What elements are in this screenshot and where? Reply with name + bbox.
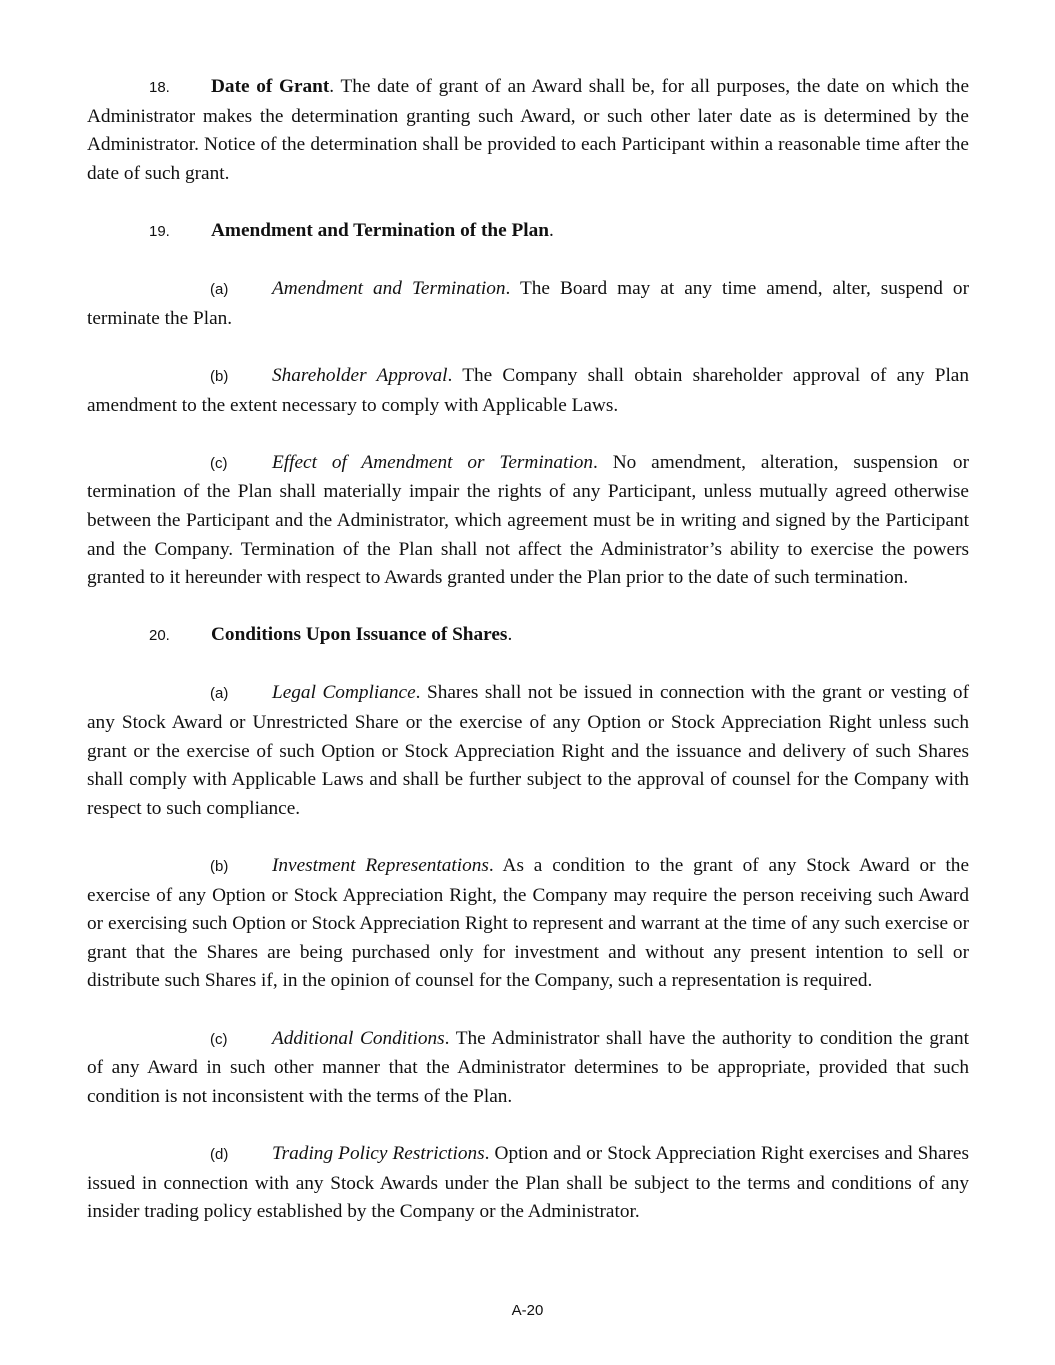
section-19-heading	[87, 217, 969, 247]
subsection-title: Effect of Amendment or Termination	[272, 451, 593, 473]
subsection-label: (c)	[210, 454, 228, 472]
subsection-label: (a)	[210, 685, 229, 703]
section-number: 18.	[149, 79, 170, 96]
subsection-title: Trading Policy Restrictions	[272, 1142, 485, 1164]
subsection-text: . The Board may at any time amend, alter, suspend or terminate the Plan.	[87, 278, 969, 329]
heading-period: .	[549, 219, 554, 241]
subsection-label: (a)	[210, 281, 229, 299]
subsection-text: . As a condition to the grant of any Stock Award or the exercise of any Option or Stock Appreciation Right, the Company may require the person receiving such Award or exercising such Option or Stock Appreciation Right to represent and warrant at the time of any such exercise or grant that the Shares are being purchased only for investment and without any present intention to sell or distribute such Shares if, in the opinion of counsel for the Company, such a representation is required.	[87, 855, 969, 992]
section-number: 19.	[149, 222, 170, 240]
section-20-d	[87, 1140, 969, 1227]
subsection-label: (c)	[210, 1030, 228, 1048]
document-page	[87, 73, 969, 1255]
subsection-text: . No amendment, alteration, suspension or termination of the Plan shall materially impair the rights of any Participant, unless mutually agreed otherwise between the Participant and the Administrator, which agreement must be in writing and signed by the Participant and the Company. Termination of the Plan shall not affect the Administrator’s ability to exercise the powers granted to it hereunder with respect to Awards granted under the Plan prior to the date of such termination.	[87, 451, 969, 589]
subsection-title: Legal Compliance	[272, 682, 416, 704]
section-19-a	[87, 275, 969, 333]
subsection-text: . Shares shall not be issued in connection with the grant or vesting of any Stock Award or Unrestricted Share or the exercise of any Option or Stock Appreciation Right unless such grant or the exercise of such Option or Stock Appreciation Right and the issuance and delivery of such Shares shall comply with Applicable Laws and shall be further subject to the approval of counsel for the Company with respect to such compliance.	[87, 682, 969, 819]
section-20-c	[87, 1025, 969, 1112]
subsection-label: (b)	[210, 858, 229, 876]
section-19-c	[87, 449, 969, 593]
subsection-text: . Option and or Stock Appreciation Right exercises and Shares issued in connection with any Stock Awards under the Plan shall be subject to the terms and conditions of any insider trading policy established by the Company or the Administrator.	[87, 1142, 969, 1223]
section-20-heading	[87, 621, 969, 651]
subsection-label: (d)	[210, 1145, 229, 1163]
section-text: . The date of grant of an Award shall be, for all purposes, the date on which the Administrator makes the determination granting such Award, or such other later date as is determined by the Administrator. Notice of the determination shall be provided to each Participant within a reasonable time after the date of such grant.	[87, 76, 970, 184]
section-18	[87, 73, 969, 188]
subsection-title: Amendment and Termination	[272, 278, 506, 300]
section-heading: Date of Grant	[211, 76, 330, 97]
section-heading: Conditions Upon Issuance of Shares	[211, 624, 508, 646]
page-number: A-20	[511, 1302, 544, 1319]
section-20-b	[87, 852, 969, 996]
section-heading: Amendment and Termination of the Plan	[211, 219, 549, 241]
section-number: 20.	[149, 627, 170, 645]
subsection-text: . The Administrator shall have the authority to condition the grant of any Award in such other manner that the Administrator determines to be appropriate, provided that such condition is not inconsistent with the terms of the Plan.	[87, 1027, 969, 1107]
subsection-text: . The Company shall obtain shareholder approval of any Plan amendment to the extent necessary to comply with Applicable Laws.	[87, 364, 969, 416]
subsection-title: Investment Representations	[272, 855, 489, 877]
heading-period: .	[507, 624, 513, 646]
subsection-title: Additional Conditions	[272, 1027, 445, 1049]
section-20-a	[87, 679, 969, 823]
subsection-title: Shareholder Approval	[272, 364, 448, 386]
section-19-b	[87, 362, 969, 420]
subsection-label: (b)	[210, 367, 229, 385]
